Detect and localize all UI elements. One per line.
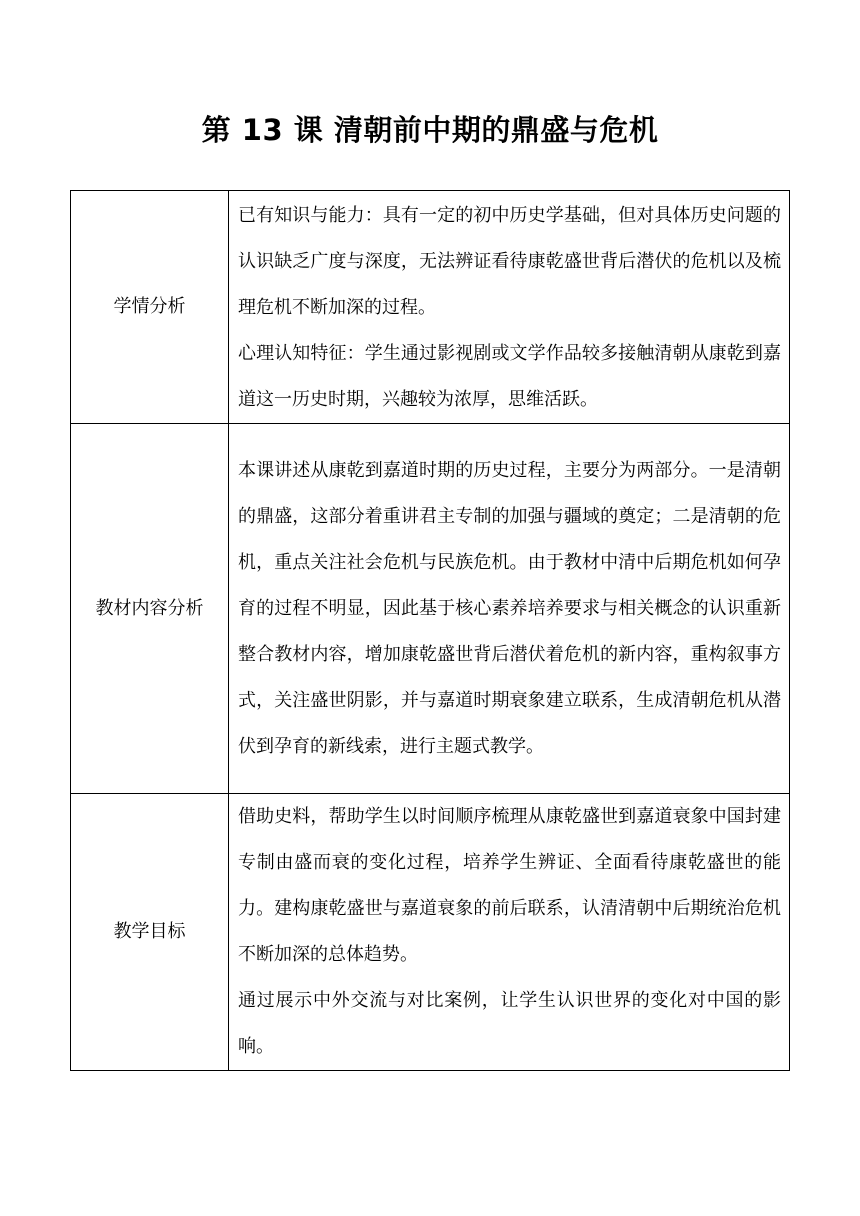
row-content-textbook-analysis <box>229 424 790 794</box>
content-paragraph: 通过展示中外交流与对比案例，让学生认识世界的变化对中国的影响。 <box>238 990 781 1057</box>
row-label-student-analysis: 学情分析 <box>71 191 229 424</box>
lesson-plan-table <box>70 190 790 1071</box>
page-title: 第 13 课 清朝前中期的鼎盛与危机 <box>201 113 659 147</box>
content-paragraph: 已有知识与能力：具有一定的初中历史学基础，但对具体历史问题的认识缺乏广度与深度，无法辨证看待康乾盛世背后潜伏的危机以及梳理危机不断加深的过程。 <box>238 204 781 318</box>
row-label-teaching-goals: 教学目标 <box>71 794 229 1071</box>
table-row-textbook-analysis <box>71 424 790 794</box>
row-content-teaching-goals <box>229 794 790 1071</box>
row-content-student-analysis <box>229 191 790 424</box>
content-paragraph: 本课讲述从康乾到嘉道时期的历史过程，主要分为两部分。一是清朝的鼎盛，这部分着重讲君主专制的加强与疆域的奠定；二是清朝的危机，重点关注社会危机与民族危机。由于教材中清中后期危机如何孕育的过程不明显，因此基于核心素养培养要求与相关概念的认识重新整合教材内容，增加康乾盛世背后潜伏着危机的新内容，重构叙事方式，关注盛世阴影，并与嘉道时期衰象建立联系，生成清朝危机从潜伏到孕育的新线索，进行主题式教学。 <box>238 459 781 757</box>
content-paragraph: 借助史料，帮助学生以时间顺序梳理从康乾盛世到嘉道衰象中国封建专制由盛而衰的变化过程，培养学生辨证、全面看待康乾盛世的能力。建构康乾盛世与嘉道衰象的前后联系，认清清朝中后期统治危机不断加深的总体趋势。 <box>238 806 781 965</box>
content-paragraph: 心理认知特征：学生通过影视剧或文学作品较多接触清朝从康乾到嘉道这一历史时期，兴趣较为浓厚，思维活跃。 <box>238 342 781 410</box>
table-row-teaching-goals <box>71 794 790 1071</box>
table-row-student-analysis <box>71 191 790 424</box>
row-label-textbook-analysis: 教材内容分析 <box>71 424 229 794</box>
